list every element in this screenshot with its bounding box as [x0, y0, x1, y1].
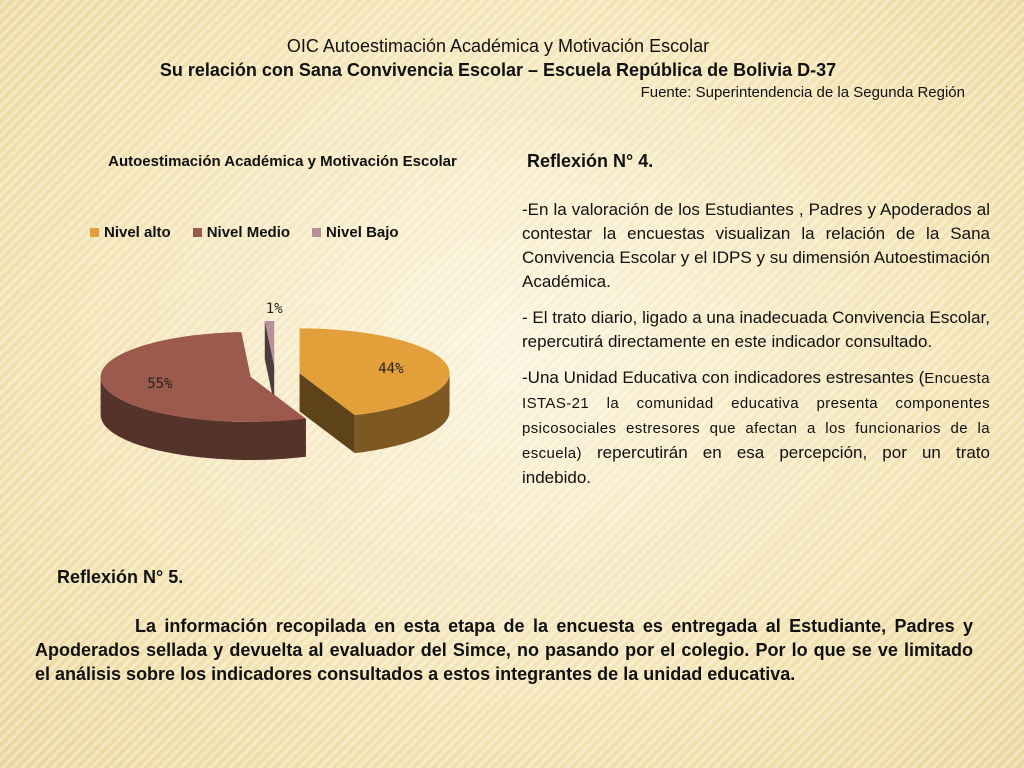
pie-data-label: 55%: [147, 376, 173, 393]
source-note: Fuente: Superintendencia de la Segunda Región: [640, 84, 965, 101]
reflexion-5-heading-text: Reflexión N° 5: [57, 567, 179, 587]
legend-label: Nivel alto: [104, 224, 171, 241]
reflexion-5-text: La información recopilada en esta etapa de la encuesta es entregada al Estudiante, Padres y Apoderados sellada y devuelta al evaluador del Simce, no pasando por el colegio. Por lo que se ve limitado el análisis sobre los indicadores consultados a estos integrantes de la unidad educativa: [35, 616, 973, 684]
reflexion-4-paragraph-2: - El trato diario, ligado a una inadecuada Convivencia Escolar, repercutirá directamente en este indicador consultado.: [522, 308, 990, 351]
reflexion-4-heading-text: Reflexión N° 4: [527, 151, 649, 171]
slide-subtitle: Su relación con Sana Convivencia Escolar – Escuela República de Bolivia D-37: [159, 60, 837, 80]
reflexion-5-heading: Reflexión N° 5.: [57, 567, 184, 587]
reflexion-4-paragraph-3: [522, 366, 990, 490]
reflexion-5-body: La información recopilada en esta etapa de la encuesta es entregada al Estudiante, Padres y Apoderados sellada y devuelta al evaluador del Simce, no pasando por el colegio. Por lo que se ve limitado el análisis sobre los indicadores consultados a estos integrantes de la unidad educativa.: [35, 616, 973, 684]
legend-swatch: [312, 228, 321, 237]
legend-item-nivel-medio: [193, 224, 290, 241]
legend-swatch: [193, 228, 202, 237]
reflexion-4-p3-note: Encuesta ISTAS-21 la comunidad educativa presenta componentes psicosociales estresores que afectan a los funcionarios de la escuela): [522, 370, 990, 462]
legend-label: Nivel Medio: [206, 224, 291, 241]
pie-chart: [60, 300, 520, 480]
reflexion-4-p3-start: -Una Unidad Educativa con indicadores estresantes (: [522, 368, 925, 387]
pie-data-label: 1%: [265, 301, 283, 318]
reflexion-4-body: [522, 198, 990, 502]
reflexion-4-p3-end: repercutirán en esa percepción, por un trato indebido.: [522, 443, 990, 487]
legend-item-nivel-bajo: [312, 224, 399, 241]
legend-label: Nivel Bajo: [326, 224, 399, 241]
pie-data-label: 44%: [378, 361, 404, 378]
chart-title: Autoestimación Académica y Motivación Escolar: [108, 153, 457, 170]
legend-swatch: [90, 228, 99, 237]
reflexion-4-paragraph-1: -En la valoración de los Estudiantes , Padres y Apoderados al contestar la encuestas visualizan la relación de la Sana Convivencia Escolar y el IDPS y su dimensión Autoestimación Académica.: [522, 200, 990, 291]
slide-title: OIC Autoestimación Académica y Motivación Escolar: [286, 36, 710, 56]
legend-item-nivel-alto: [90, 224, 171, 241]
chart-legend: [90, 224, 399, 241]
reflexion-4-heading: Reflexión N° 4.: [527, 151, 654, 171]
